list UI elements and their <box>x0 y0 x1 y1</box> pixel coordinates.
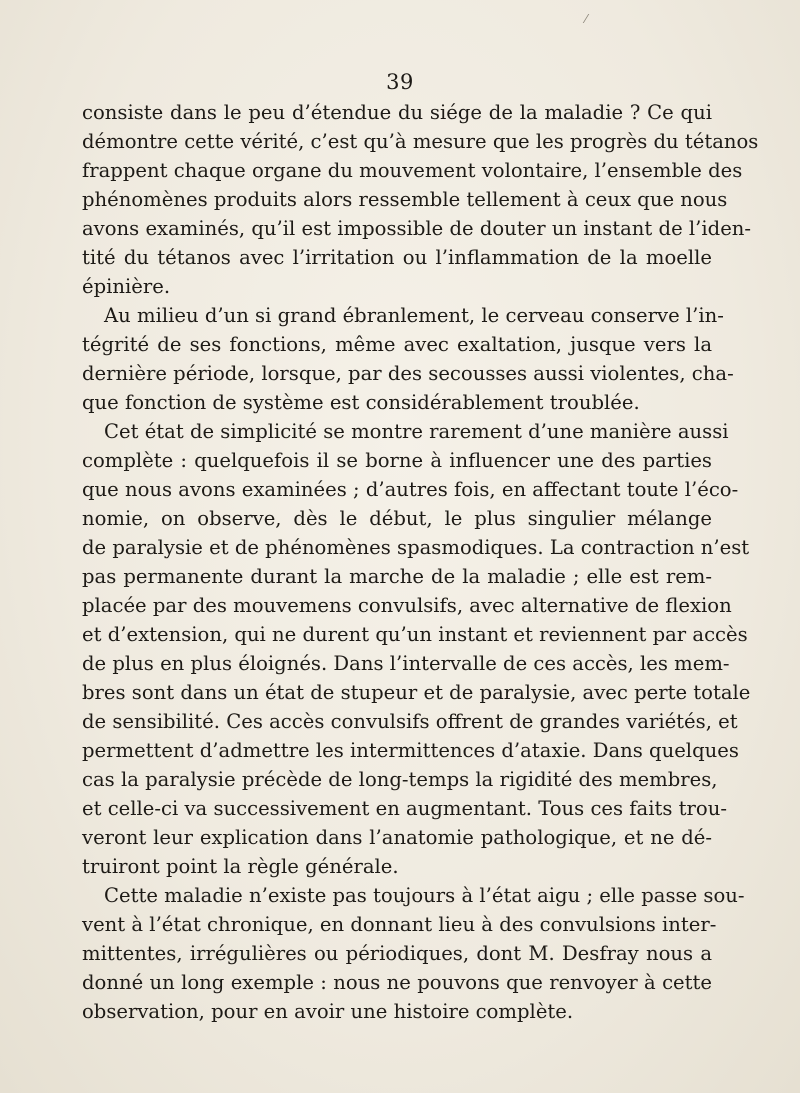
text-line: épinière. <box>82 275 171 298</box>
text-line: de sensibilité. Ces accès convulsifs offrent de grandes variétés, et <box>82 710 738 733</box>
text-line: tégrité de ses fonctions, même avec exaltation, jusque vers la <box>82 333 712 356</box>
text-line: nomie, on observe, dès le début, le plus singulier mélange <box>82 507 712 530</box>
text-line: dernière période, lorsque, par des secousses aussi violentes, cha- <box>82 362 734 385</box>
text-line: consiste dans le peu d’étendue du siége de la maladie ? Ce qui <box>82 101 712 124</box>
text-line: observation, pour en avoir une histoire complète. <box>82 1000 574 1023</box>
text-line: mittentes, irrégulières ou périodiques, dont M. Desfray nous a <box>82 942 712 965</box>
text-line: et celle-ci va successivement en augmentant. Tous ces faits trou- <box>82 797 727 820</box>
page-number: 39 <box>386 70 414 94</box>
text-line: que fonction de système est considérablement troublée. <box>82 391 640 414</box>
text-line: de plus en plus éloignés. Dans l’intervalle de ces accès, les mem- <box>82 652 730 675</box>
text-line: que nous avons examinées ; d’autres fois, en affectant toute l’éco- <box>82 478 739 501</box>
text-line: démontre cette vérité, c’est qu’à mesure que les progrès du tétanos <box>82 130 759 153</box>
text-line: tité du tétanos avec l’irritation ou l’inflammation de la moelle <box>82 246 712 269</box>
text-line: de paralysie et de phénomènes spasmodiques. La contraction n’est <box>82 536 750 559</box>
text-line: pas permanente durant la marche de la maladie ; elle est rem- <box>82 565 712 588</box>
body-text <box>82 98 759 1026</box>
text-line: permettent d’admettre les intermittences d’ataxie. Dans quelques <box>82 739 739 762</box>
text-line: avons examinés, qu’il est impossible de douter un instant de l’iden- <box>82 217 752 240</box>
text-line: vent à l’état chronique, en donnant lieu à des convulsions inter- <box>82 913 717 936</box>
text-line: veront leur explication dans l’anatomie pathologique, et ne dé- <box>82 826 712 849</box>
paragraph-first-line: Cette maladie n’existe pas toujours à l’état aigu ; elle passe sou- <box>104 884 745 907</box>
ink-mark: ⁄ <box>585 12 588 26</box>
text-line: bres sont dans un état de stupeur et de paralysie, avec perte totale <box>82 681 751 704</box>
text-line: phénomènes produits alors ressemble tellement à ceux que nous <box>82 188 728 211</box>
text-line: cas la paralysie précède de long-temps la rigidité des membres, <box>82 768 718 791</box>
text-line: complète : quelquefois il se borne à influencer une des parties <box>82 449 712 472</box>
paragraph-first-line: Cet état de simplicité se montre rarement d’une manière aussi <box>104 420 729 443</box>
text-line: truiront point la règle générale. <box>82 855 399 878</box>
text-line: donné un long exemple : nous ne pouvons que renvoyer à cette <box>82 971 712 994</box>
text-line: et d’extension, qui ne durent qu’un instant et reviennent par accès <box>82 623 748 646</box>
paragraph-first-line: Au milieu d’un si grand ébranlement, le cerveau conserve l’in- <box>104 304 724 327</box>
text-line: frappent chaque organe du mouvement volontaire, l’ensemble des <box>82 159 743 182</box>
text-line: placée par des mouvemens convulsifs, avec alternative de flexion <box>82 594 732 617</box>
